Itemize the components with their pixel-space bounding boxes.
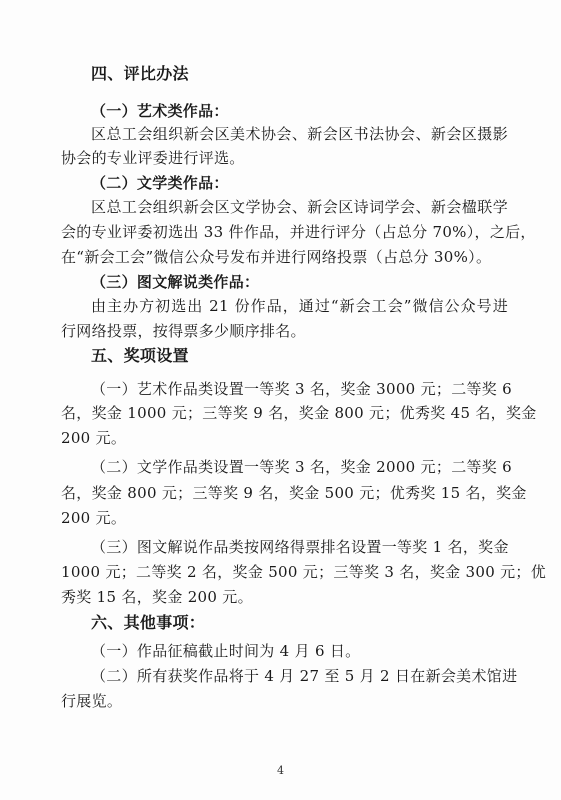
paragraph-line: 200 元。 bbox=[61, 429, 127, 447]
paragraph-line: （一）作品征稿截止时间为 4 月 6 日。 bbox=[91, 642, 361, 660]
subheading-illustrated-works: （三）图文解说类作品： bbox=[91, 273, 260, 291]
page-number: 4 bbox=[277, 764, 284, 777]
section-heading-evaluation: 四、评比办法 bbox=[91, 64, 189, 83]
paragraph-line: 协会的专业评委进行评选。 bbox=[61, 149, 245, 167]
subheading-art-works: （一）艺术类作品： bbox=[91, 102, 229, 120]
paragraph-line: 由主办方初选出 21 份作品，通过“新会工会”微信公众号进 bbox=[91, 297, 508, 315]
paragraph-line: 区总工会组织新会区文学协会、新会区诗词学会、新会楹联学 bbox=[91, 198, 508, 216]
subheading-literary-works: （二）文学类作品： bbox=[91, 174, 229, 192]
paragraph-line: 名，奖金 800 元；三等奖 9 名，奖金 500 元；优秀奖 15 名，奖金 bbox=[61, 484, 527, 502]
paragraph-line: 在“新会工会”微信公众号发布并进行网络投票（占总分 30%）。 bbox=[61, 248, 492, 266]
paragraph-line: （二）所有获奖作品将于 4 月 27 至 5 月 2 日在新会美术馆进 bbox=[91, 667, 518, 685]
paragraph-line: 名，奖金 1000 元；三等奖 9 名，奖金 800 元；优秀奖 45 名，奖金 bbox=[61, 404, 537, 422]
paragraph-line: （三）图文解说作品类按网络得票排名设置一等奖 1 名，奖金 bbox=[91, 538, 509, 556]
paragraph-line: 会的专业评委初选出 33 件作品，并进行评分（占总分 70%），之后， bbox=[61, 223, 536, 241]
paragraph-line: 行展览。 bbox=[61, 692, 123, 710]
paragraph-line: 200 元。 bbox=[61, 509, 127, 527]
paragraph-line: 1000 元；二等奖 2 名，奖金 500 元；三等奖 3 名，奖金 300 元；优 bbox=[61, 563, 547, 581]
paragraph-line: （二）文学作品类设置一等奖 3 名，奖金 2000 元；二等奖 6 bbox=[91, 458, 513, 476]
section-heading-awards: 五、奖项设置 bbox=[91, 346, 189, 365]
paragraph-line: （一）艺术作品类设置一等奖 3 名，奖金 3000 元；二等奖 6 bbox=[91, 380, 513, 398]
paragraph-line: 秀奖 15 名，奖金 200 元。 bbox=[61, 588, 253, 606]
section-heading-other-matters: 六、其他事项： bbox=[91, 613, 206, 632]
paragraph-line: 行网络投票，按得票多少顺序排名。 bbox=[61, 322, 306, 340]
paragraph-line: 区总工会组织新会区美术协会、新会区书法协会、新会区摄影 bbox=[91, 125, 508, 143]
